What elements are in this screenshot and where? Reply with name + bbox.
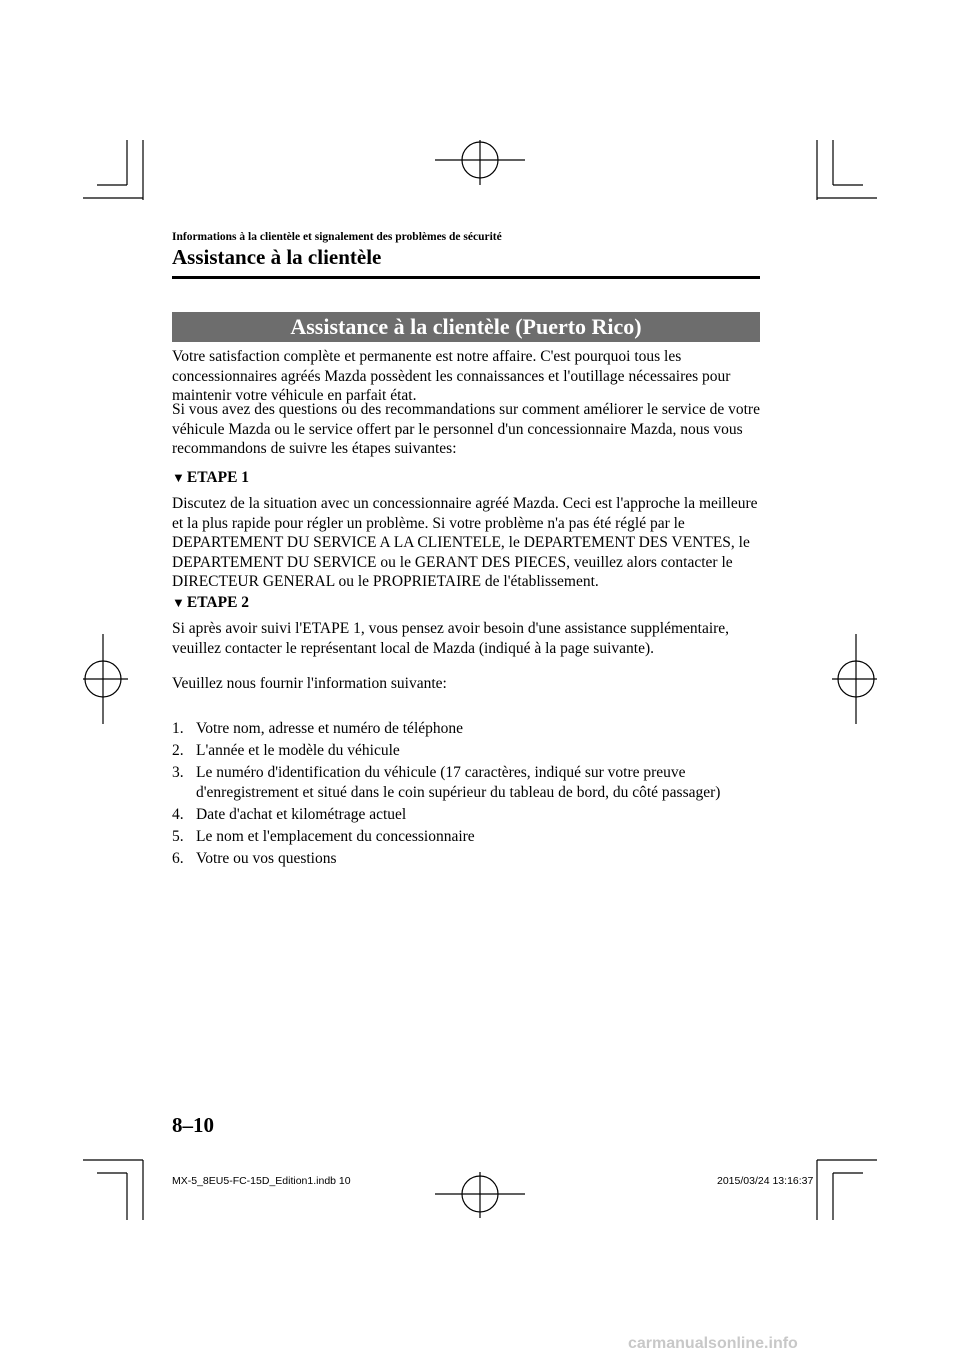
step-2-heading — [172, 593, 249, 612]
step-1-body: Discutez de la situation avec un concessionnaire agréé Mazda. Ceci est l'approche la meilleure et la plus rapide pour régler un problème. Si votre problème n'a pas été réglé par le DEPARTEMENT DU SERVICE A LA CLIENTELE, le DEPARTEMENT DES VENTES, le DEPARTEMENT DU SERVICE ou le GERANT DES PIECES, veuillez alors contacter le DIRECTEUR GENERAL ou le PROPRIETAIRE de l'établissement. — [172, 495, 758, 590]
step-2-title: ETAPE 2 — [186, 594, 250, 611]
section-banner: Assistance à la clientèle (Puerto Rico) — [172, 312, 760, 342]
list-item: 1. Votre nom, adresse et numéro de téléphone — [172, 720, 464, 737]
step-1-title: ETAPE 1 — [186, 469, 250, 486]
step-2-body-2: Veuillez nous fournir l'information suivante: — [172, 675, 447, 692]
chapter-rule — [172, 276, 760, 279]
list-item: 2. L'année et le modèle du véhicule — [172, 742, 400, 759]
list-item: 6. Votre ou vos questions — [172, 849, 337, 867]
list-item: 3. Le numéro d'identification du véhicule (17 caractères, indiqué sur votre preuve d'enregistrement et situé dans le coin supérieur du tableau de bord, du côté passager) — [172, 764, 721, 801]
step-2-body: Si après avoir suivi l'ETAPE 1, vous pensez avoir besoin d'une assistance supplémentaire, veuillez contacter le représentant local de Mazda (indiqué à la page suivante). — [172, 620, 730, 657]
intro-paragraph-2: Si vous avez des questions ou des recommandations sur comment améliorer le service de votre véhicule Mazda ou le service offert par le personnel d'un concessionnaire Mazda, nous vous recommandons de suivre les étapes suivantes: — [172, 401, 760, 457]
footer-file-name: MX-5_8EU5-FC-15D_Edition1.indb 10 — [172, 1175, 351, 1187]
intro-paragraph-1: Votre satisfaction complète et permanente est notre affaire. C'est pourquoi tous les concessionnaires agréés Mazda possèdent les connaissances et l'outillage nécessaires pour maintenir votre véhicule en parfait état. — [172, 348, 731, 404]
watermark: carmanualsonline.info — [628, 1335, 798, 1352]
list-item: 5. Le nom et l'emplacement du concessionnaire — [172, 827, 475, 845]
list-item: 4. Date d'achat et kilométrage actuel — [172, 805, 407, 823]
section-label: Informations à la clientèle et signalement des problèmes de sécurité — [172, 231, 502, 243]
triangle-down-icon: ▼ — [172, 595, 185, 610]
page-number: 8–10 — [172, 1113, 214, 1137]
step-1-heading — [172, 468, 249, 487]
info-list — [172, 719, 772, 871]
triangle-down-icon: ▼ — [172, 470, 185, 485]
footer-timestamp: 2015/03/24 13:16:37 — [717, 1175, 814, 1187]
chapter-title: Assistance à la clientèle — [172, 245, 382, 269]
